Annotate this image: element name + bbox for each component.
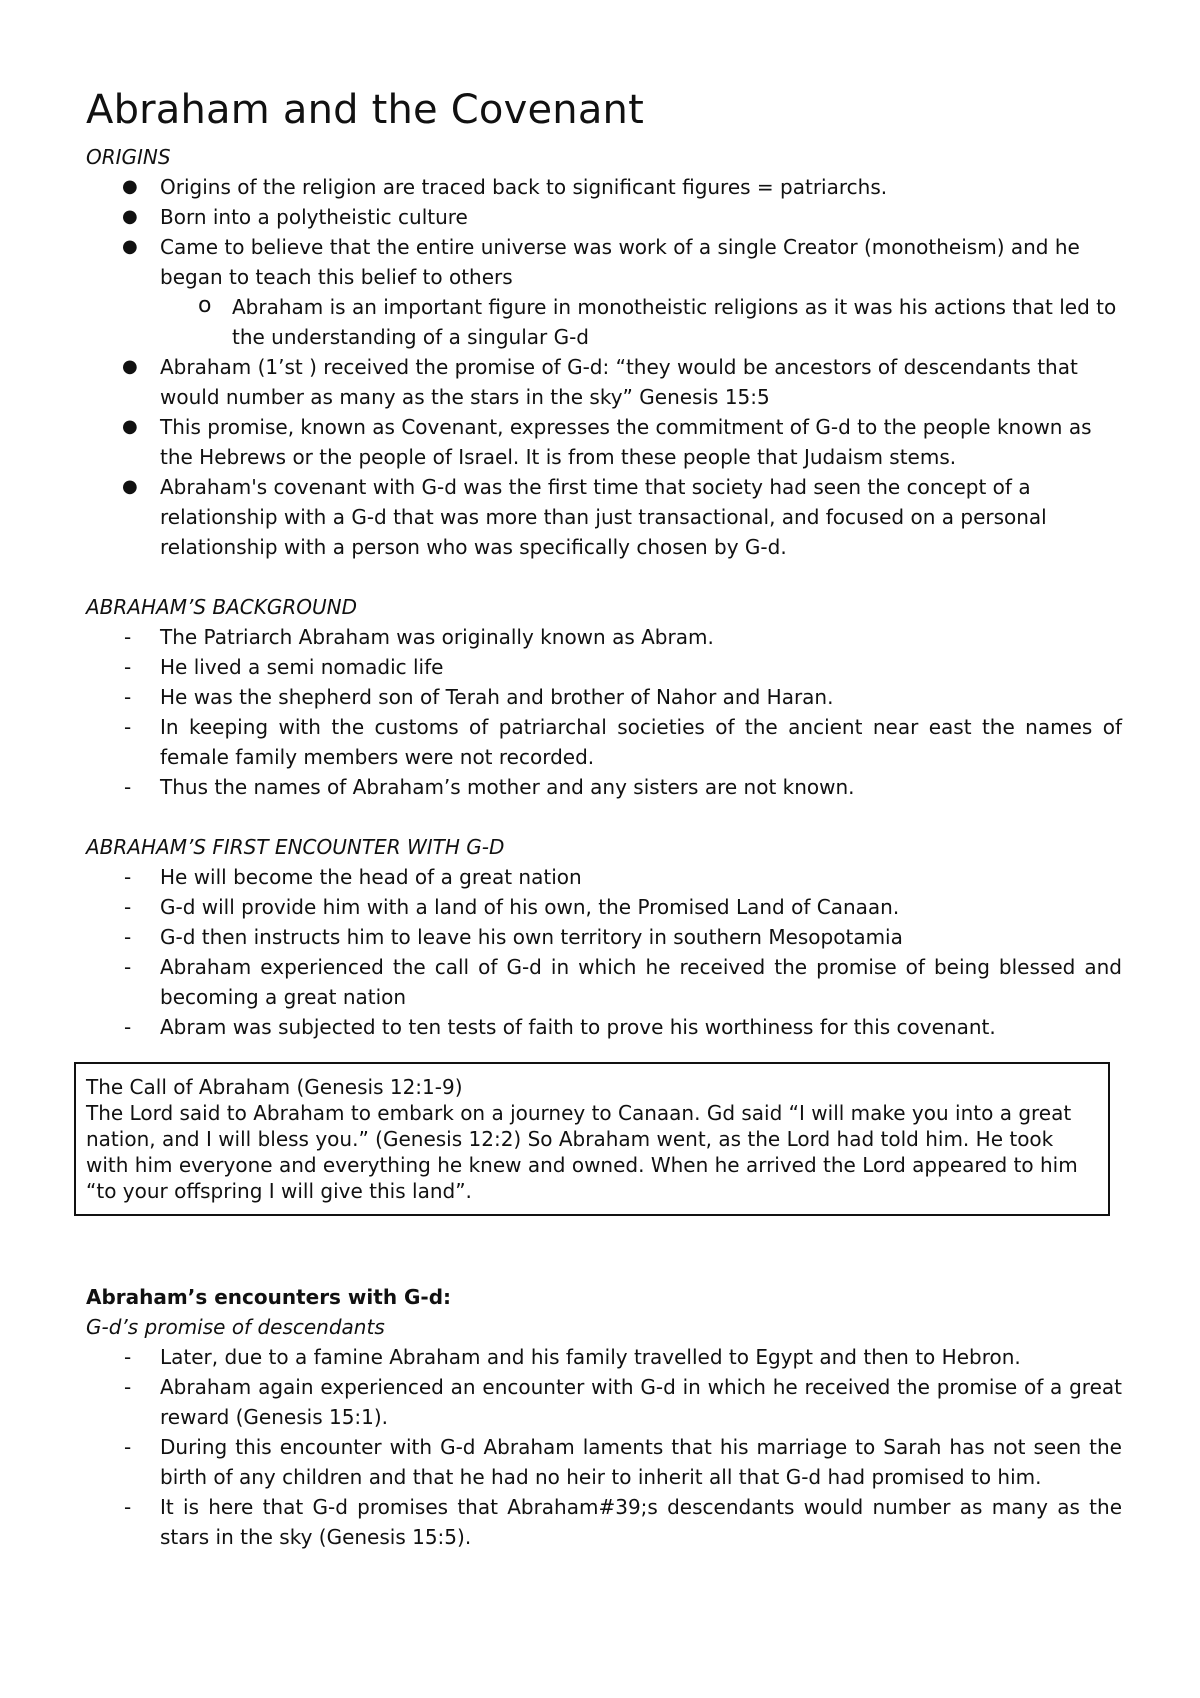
list-item: - The Patriarch Abraham was originally known as Abram. (86, 622, 1122, 652)
encounters-list (86, 1342, 1122, 1552)
list-item: - During this encounter with G-d Abraham laments that his marriage to Sarah has not seen the birth of any children and that he had no heir to inherit all that G-d had promised to him. (86, 1432, 1122, 1492)
list-item: - G-d will provide him with a land of his own, the Promised Land of Canaan. (86, 892, 1122, 922)
list-item: - Later, due to a famine Abraham and his family travelled to Egypt and then to Hebron. (86, 1342, 1122, 1372)
callout-title: The Call of Abraham (Genesis 12:1-9) (86, 1075, 463, 1099)
list-item: ● Abraham (1’st ) received the promise of G-d: “they would be ancestors of descendants that would number as many as the stars in the sky” Genesis 15:5 (86, 352, 1122, 412)
origins-heading: ORIGINS (86, 145, 171, 169)
list-item: - He will become the head of a great nation (86, 862, 1122, 892)
callout-body: The Lord said to Abraham to embark on a journey to Canaan. Gd said “I will make you into a great nation, and I will bless you.” (Genesis 12:2) So Abraham went, as the Lord had told him. He took with him everyone and everything he knew and owned. When he arrived the Lord appeared to him “to your offspring I will give this land”. (86, 1101, 1078, 1203)
list-item: - G-d then instructs him to leave his own territory in southern Mesopotamia (86, 922, 1122, 952)
document-title: Abraham and the Covenant (86, 87, 644, 133)
encounters-subheading: G-d’s promise of descendants (86, 1315, 385, 1339)
list-item: ● This promise, known as Covenant, expresses the commitment of G-d to the people known as the Hebrews or the people of Israel. It is from these people that Judaism stems. (86, 412, 1122, 472)
list-item: ● Came to believe that the entire universe was work of a single Creator (monotheism) and he began to teach this belief to others (86, 232, 1122, 292)
first-encounter-heading: ABRAHAM’S FIRST ENCOUNTER WITH G-D (86, 835, 505, 859)
list-item: ● Origins of the religion are traced back to significant figures = patriarchs. (86, 172, 1122, 202)
origins-list (86, 172, 1122, 562)
call-of-abraham-box (74, 1062, 1110, 1216)
encounters-heading: Abraham’s encounters with G-d: (86, 1285, 452, 1309)
list-item: ● Born into a polytheistic culture (86, 202, 1122, 232)
list-item: - In keeping with the customs of patriarchal societies of the ancient near east the names of female family members were not recorded. (86, 712, 1122, 772)
sub-list-item: o Abraham is an important figure in monotheistic religions as it was his actions that led to the understanding of a singular G-d (86, 292, 1122, 352)
first-encounter-list (86, 862, 1122, 1042)
document-page (86, 84, 1122, 1552)
list-item: - Abraham experienced the call of G-d in which he received the promise of being blessed and becoming a great nation (86, 952, 1122, 1012)
list-item: - He was the shepherd son of Terah and brother of Nahor and Haran. (86, 682, 1122, 712)
background-list (86, 622, 1122, 802)
list-item: - Abraham again experienced an encounter with G-d in which he received the promise of a great reward (Genesis 15:1). (86, 1372, 1122, 1432)
list-item: - Abram was subjected to ten tests of faith to prove his worthiness for this covenant. (86, 1012, 1122, 1042)
list-item: - It is here that G-d promises that Abraham#39;s descendants would number as many as the stars in the sky (Genesis 15:5). (86, 1492, 1122, 1552)
list-item: - He lived a semi nomadic life (86, 652, 1122, 682)
list-item: ● Abraham's covenant with G-d was the first time that society had seen the concept of a relationship with a G-d that was more than just transactional, and focused on a personal relationship with a person who was specifically chosen by G-d. (86, 472, 1122, 562)
list-item: - Thus the names of Abraham’s mother and any sisters are not known. (86, 772, 1122, 802)
background-heading: ABRAHAM’S BACKGROUND (86, 595, 357, 619)
